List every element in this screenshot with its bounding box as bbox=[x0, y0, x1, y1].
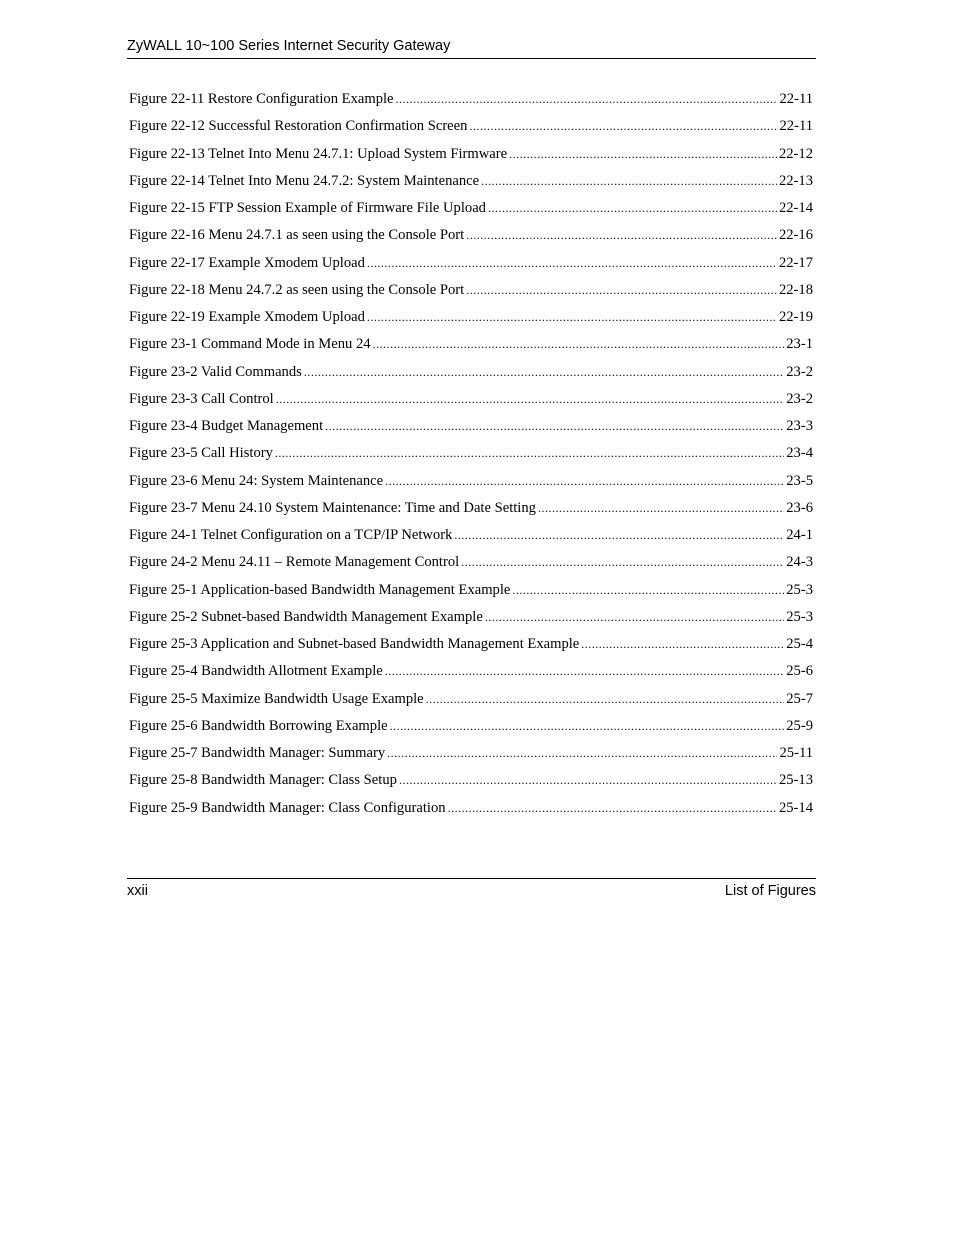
figure-title: Figure 22-16 Menu 24.7.1 as seen using the Console Port bbox=[129, 227, 465, 244]
figure-title: Figure 23-2 Valid Commands bbox=[129, 363, 302, 380]
toc-entry[interactable] bbox=[129, 197, 813, 224]
page-reference: 22-13 bbox=[778, 172, 813, 189]
toc-entry[interactable] bbox=[129, 442, 813, 469]
figure-title: Figure 23-4 Budget Management bbox=[129, 418, 324, 434]
dot-leader bbox=[488, 197, 777, 219]
dot-leader bbox=[325, 415, 784, 437]
figure-title: Figure 22-12 Successful Restoration Confirmation Screen bbox=[129, 118, 468, 135]
toc-entry[interactable] bbox=[129, 388, 813, 415]
page-reference: 22-18 bbox=[778, 281, 813, 298]
page-reference: 25-14 bbox=[778, 799, 813, 816]
figure-title: Figure 25-7 Bandwidth Manager: Summary bbox=[129, 745, 386, 761]
figure-title: Figure 25-3 Application and Subnet-based Bandwidth Management Example bbox=[129, 636, 580, 652]
page-reference: 24-1 bbox=[786, 527, 813, 543]
toc-entry[interactable] bbox=[129, 551, 813, 578]
dot-leader bbox=[466, 224, 777, 246]
page-footer bbox=[127, 878, 816, 901]
toc-entry[interactable] bbox=[129, 224, 813, 251]
figure-title: Figure 24-2 Menu 24.11 – Remote Management Control bbox=[129, 554, 460, 571]
dot-leader bbox=[454, 524, 784, 546]
dot-leader bbox=[387, 742, 777, 764]
page-reference: 22-14 bbox=[778, 200, 813, 216]
page-reference: 23-2 bbox=[786, 363, 813, 380]
page-reference: 22-16 bbox=[778, 227, 813, 244]
page-header bbox=[127, 36, 816, 59]
dot-leader bbox=[385, 660, 784, 682]
toc-entry[interactable] bbox=[129, 279, 813, 306]
dot-leader bbox=[385, 470, 784, 492]
dot-leader bbox=[512, 579, 784, 601]
dot-leader bbox=[538, 497, 784, 519]
page-reference: 25-7 bbox=[786, 690, 813, 707]
dot-leader bbox=[509, 143, 777, 165]
page-reference: 25-4 bbox=[786, 636, 813, 652]
dot-leader bbox=[469, 115, 777, 137]
figure-title: Figure 24-1 Telnet Configuration on a TCP/IP Network bbox=[129, 527, 453, 543]
page-reference: 23-3 bbox=[786, 418, 813, 434]
toc-entry[interactable] bbox=[129, 143, 813, 170]
toc-entry[interactable] bbox=[129, 769, 813, 796]
page-reference: 22-12 bbox=[778, 145, 813, 162]
dot-leader bbox=[367, 306, 777, 328]
toc-entry[interactable] bbox=[129, 797, 813, 824]
figure-title: Figure 25-8 Bandwidth Manager: Class Setup bbox=[129, 772, 397, 789]
page-reference: 25-6 bbox=[786, 663, 813, 680]
dot-leader bbox=[466, 279, 777, 301]
toc-entry[interactable] bbox=[129, 115, 813, 142]
dot-leader bbox=[275, 442, 784, 464]
toc-entry[interactable] bbox=[129, 252, 813, 279]
toc-entry[interactable] bbox=[129, 688, 813, 715]
figure-title: Figure 23-5 Call History bbox=[129, 445, 273, 462]
page-reference: 25-13 bbox=[778, 772, 813, 789]
figure-title: Figure 25-2 Subnet-based Bandwidth Management Example bbox=[129, 608, 483, 625]
figure-title: Figure 22-14 Telnet Into Menu 24.7.2: System Maintenance bbox=[129, 172, 480, 189]
dot-leader bbox=[373, 333, 785, 355]
figure-title: Figure 25-9 Bandwidth Manager: Class Configuration bbox=[129, 799, 446, 816]
figure-title: Figure 22-18 Menu 24.7.2 as seen using the Console Port bbox=[129, 281, 465, 298]
dot-leader bbox=[448, 797, 777, 819]
dot-leader bbox=[481, 170, 777, 192]
page-reference: 23-2 bbox=[786, 390, 813, 407]
figure-title: Figure 25-5 Maximize Bandwidth Usage Example bbox=[129, 690, 424, 707]
page-reference: 22-17 bbox=[778, 254, 813, 271]
page-reference: 23-6 bbox=[786, 499, 813, 516]
dot-leader bbox=[276, 388, 785, 410]
list-of-figures bbox=[129, 88, 813, 824]
page-reference: 25-3 bbox=[786, 608, 813, 625]
section-name: List of Figures bbox=[724, 883, 816, 899]
toc-entry[interactable] bbox=[129, 742, 813, 769]
page-reference: 23-4 bbox=[786, 445, 813, 462]
toc-entry[interactable] bbox=[129, 633, 813, 660]
figure-title: Figure 25-4 Bandwidth Allotment Example bbox=[129, 663, 383, 680]
figure-title: Figure 23-7 Menu 24.10 System Maintenance: Time and Date Setting bbox=[129, 499, 536, 516]
page-reference: 25-3 bbox=[786, 581, 813, 598]
toc-entry[interactable] bbox=[129, 415, 813, 442]
figure-title: Figure 22-17 Example Xmodem Upload bbox=[129, 254, 365, 271]
toc-entry[interactable] bbox=[129, 715, 813, 742]
toc-entry[interactable] bbox=[129, 361, 813, 388]
page-reference: 23-1 bbox=[786, 336, 813, 353]
toc-entry[interactable] bbox=[129, 497, 813, 524]
figure-title: Figure 25-6 Bandwidth Borrowing Example bbox=[129, 717, 388, 734]
toc-entry[interactable] bbox=[129, 524, 813, 551]
toc-entry[interactable] bbox=[129, 306, 813, 333]
dot-leader bbox=[581, 633, 784, 655]
figure-title: Figure 25-1 Application-based Bandwidth Management Example bbox=[129, 581, 511, 598]
figure-title: Figure 23-3 Call Control bbox=[129, 390, 274, 407]
toc-entry[interactable] bbox=[129, 470, 813, 497]
dot-leader bbox=[461, 551, 784, 573]
page-reference: 25-11 bbox=[779, 745, 813, 761]
toc-entry[interactable] bbox=[129, 660, 813, 687]
dot-leader bbox=[396, 88, 778, 110]
figure-title: Figure 23-1 Command Mode in Menu 24 bbox=[129, 336, 371, 353]
page-reference: 22-19 bbox=[778, 309, 813, 325]
figure-title: Figure 22-15 FTP Session Example of Firmware File Upload bbox=[129, 200, 486, 216]
figure-title: Figure 22-13 Telnet Into Menu 24.7.1: Upload System Firmware bbox=[129, 145, 508, 162]
document-title: ZyWALL 10~100 Series Internet Security Gateway bbox=[127, 38, 451, 54]
page-reference: 22-11 bbox=[779, 91, 813, 107]
page-reference: 24-3 bbox=[786, 554, 813, 571]
toc-entry[interactable] bbox=[129, 579, 813, 606]
figure-title: Figure 22-19 Example Xmodem Upload bbox=[129, 309, 365, 325]
dot-leader bbox=[485, 606, 784, 628]
dot-leader bbox=[426, 688, 785, 710]
dot-leader bbox=[390, 715, 785, 737]
toc-entry[interactable] bbox=[129, 606, 813, 633]
dot-leader bbox=[367, 252, 777, 274]
toc-entry[interactable] bbox=[129, 88, 813, 115]
figure-title: Figure 23-6 Menu 24: System Maintenance bbox=[129, 472, 384, 489]
figure-title: Figure 22-11 Restore Configuration Example bbox=[129, 91, 394, 107]
page-reference: 22-11 bbox=[779, 118, 813, 135]
dot-leader bbox=[399, 769, 777, 791]
page-reference: 23-5 bbox=[786, 472, 813, 489]
toc-entry[interactable] bbox=[129, 170, 813, 197]
page-reference: 25-9 bbox=[786, 717, 813, 734]
page-number: xxii bbox=[127, 883, 148, 899]
toc-entry[interactable] bbox=[129, 333, 813, 360]
dot-leader bbox=[304, 361, 784, 383]
